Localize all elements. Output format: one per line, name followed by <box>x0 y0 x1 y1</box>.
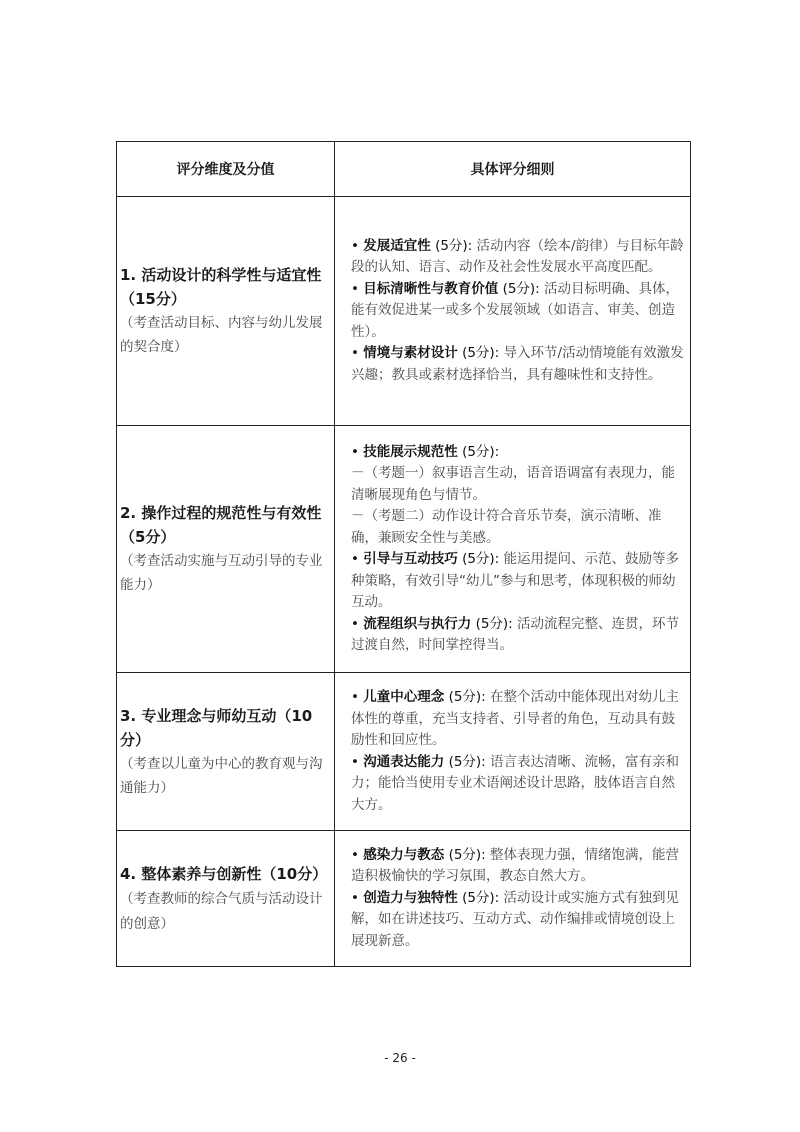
table-row <box>117 673 691 831</box>
dimension-title: 3. 专业理念与师幼互动（10分） <box>120 706 313 749</box>
rule-item: • 引导与互动技巧 (5分): 能运用提问、示范、鼓励等多种策略，有效引导“幼儿”参与和思考，体现积极的师幼互动。 <box>351 551 680 610</box>
rule-subline: －（考题一）叙事语言生动，语音语调富有表现力，能清晰展现角色与情节。 <box>351 465 675 503</box>
rule-score: (5分): <box>502 280 540 297</box>
rule-item: • 发展适宜性 (5分): 活动内容（绘本/韵律）与目标年龄段的认知、语言、动作及社会性发展水平高度匹配。 <box>351 237 684 276</box>
rule-score: (5分): <box>448 846 486 863</box>
rule-text: 在整个活动中能体现出对幼儿主体性的尊重，充当支持者、引导者的角色，互动具有鼓励性和回应性。 <box>351 689 680 748</box>
rule-item: • 目标清晰性与教育价值 (5分): 活动目标明确、具体，能有效促进某一或多个发展领域（如语言、审美、创造性）。 <box>351 280 680 340</box>
rule-name: 沟通表达能力 <box>363 753 445 770</box>
table-row <box>117 831 691 967</box>
rule-score: (5分): <box>435 237 473 254</box>
dimension-title: 4. 整体素养与创新性（10分） <box>120 864 328 883</box>
rule-name: 引导与互动技巧 <box>363 551 458 567</box>
rules-cell <box>335 831 691 967</box>
rule-score: (5分): <box>462 889 500 906</box>
dimension-cell <box>117 831 335 967</box>
rule-text: 活动内容（绘本/韵律）与目标年龄段的认知、语言、动作及社会性发展水平高度匹配。 <box>351 237 684 276</box>
rule-item: • 感染力与教态 (5分): 整体表现力强，情绪饱满，能营造积极愉快的学习氛围，教态自然大方。 <box>351 846 680 885</box>
rule-name: 技能展示规范性 <box>363 443 458 460</box>
header-rules: 具体评分细则 <box>335 142 691 197</box>
header-dimension: 评分维度及分值 <box>117 142 335 197</box>
dimension-note: （考查活动实施与互动引导的专业能力） <box>120 553 323 593</box>
rule-name: 创造力与独特性 <box>363 889 458 906</box>
rule-name: 情境与素材设计 <box>363 345 458 362</box>
rule-text: 活动目标明确、具体，能有效促进某一或多个发展领域（如语言、审美、创造性）。 <box>351 280 680 340</box>
dimension-note: （考查教师的综合气质与活动设计的创意） <box>120 890 323 932</box>
rule-item: • 创造力与独特性 (5分): 活动设计或实施方式有独到见解，如在讲述技巧、互动方式、动作编排或情境创设上展现新意。 <box>351 889 680 949</box>
rule-text: 语言表达清晰、流畅，富有亲和力；能恰当使用专业术语阐述设计思路，肢体语言自然大方。 <box>351 753 680 813</box>
dimension-note: （考查以儿童为中心的教育观与沟通能力） <box>120 755 323 796</box>
rule-name: 儿童中心理念 <box>363 689 445 705</box>
dimension-title: 2. 操作过程的规范性与有效性（5分） <box>120 504 322 546</box>
rule-item: • 情境与素材设计 (5分): 导入环节/活动情境能有效激发兴趣；教具或素材选择恰当，具有趣味性和支持性。 <box>351 345 684 383</box>
rule-text: 能运用提问、示范、鼓励等多种策略，有效引导“幼儿”参与和思考，体现积极的师幼互动。 <box>351 551 680 610</box>
rule-name: 目标清晰性与教育价值 <box>363 280 499 297</box>
dimension-cell <box>117 673 335 831</box>
rule-score: (5分): <box>462 443 500 460</box>
dimension-cell <box>117 197 335 426</box>
rule-name: 发展适宜性 <box>363 237 431 254</box>
rule-score: (5分): <box>448 689 486 705</box>
rule-text: 整体表现力强，情绪饱满，能营造积极愉快的学习氛围，教态自然大方。 <box>351 846 680 885</box>
scoring-rubric-table <box>116 141 691 967</box>
rule-score: (5分): <box>462 551 500 567</box>
rules-cell <box>335 426 691 673</box>
rule-text: 导入环节/活动情境能有效激发兴趣；教具或素材选择恰当，具有趣味性和支持性。 <box>351 345 684 383</box>
table-row <box>117 426 691 673</box>
table-header-row <box>117 142 691 197</box>
rule-text: 活动设计或实施方式有独到见解，如在讲述技巧、互动方式、动作编排或情境创设上展现新意。 <box>351 889 680 949</box>
rule-score: (5分): <box>475 615 513 632</box>
rule-text: 活动流程完整、连贯，环节过渡自然，时间掌控得当。 <box>351 615 680 653</box>
dimension-note: （考查活动目标、内容与幼儿发展的契合度） <box>120 315 323 355</box>
rule-score: (5分): <box>462 345 500 362</box>
dimension-cell <box>117 426 335 673</box>
rule-item: • 流程组织与执行力 (5分): 活动流程完整、连贯，环节过渡自然，时间掌控得当。 <box>351 615 680 653</box>
rules-cell <box>335 673 691 831</box>
rule-item: • 沟通表达能力 (5分): 语言表达清晰、流畅，富有亲和力；能恰当使用专业术语阐述设计思路，肢体语言自然大方。 <box>351 753 680 813</box>
rule-score: (5分): <box>448 753 486 770</box>
table-row <box>117 197 691 426</box>
page-number: - 26 - <box>384 1051 416 1065</box>
rule-item: • 儿童中心理念 (5分): 在整个活动中能体现出对幼儿主体性的尊重，充当支持者、引导者的角色，互动具有鼓励性和回应性。 <box>351 689 680 748</box>
rules-cell <box>335 197 691 426</box>
rule-subline: －（考题二）动作设计符合音乐节奏，演示清晰、准确，兼顾安全性与美感。 <box>351 508 662 546</box>
dimension-title: 1. 活动设计的科学性与适宜性（15分） <box>120 266 322 308</box>
rule-name: 感染力与教态 <box>363 846 445 863</box>
rule-item: • 技能展示规范性 (5分): <box>351 443 500 460</box>
rule-name: 流程组织与执行力 <box>363 615 472 632</box>
